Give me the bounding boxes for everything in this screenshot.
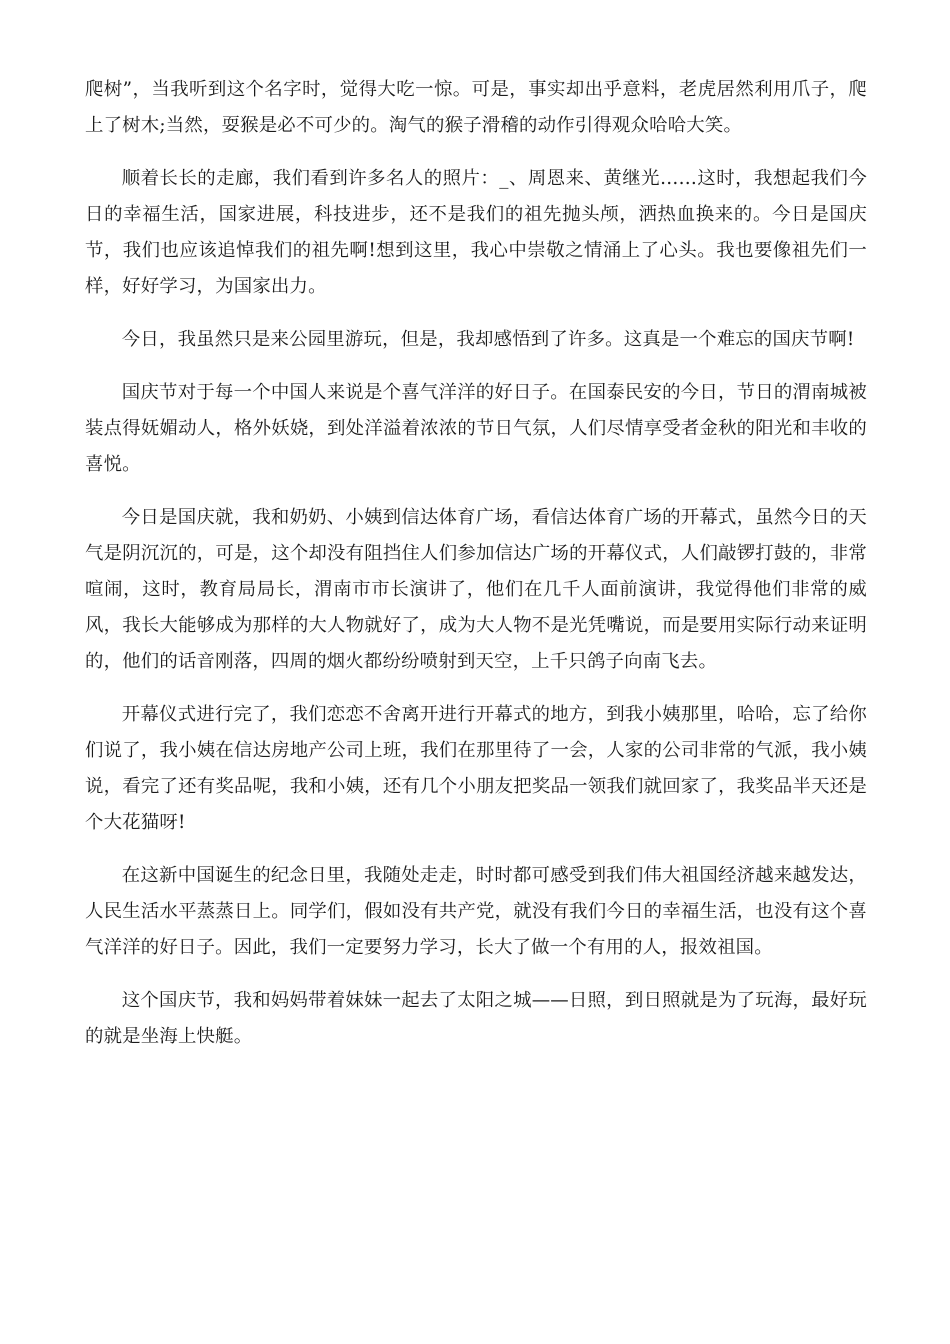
- paragraph-4: 国庆节对于每一个中国人来说是个喜气洋洋的好日子。在国泰民安的今日，节日的渭南城被装点得妩媚动人，格外妖娆，到处洋溢着浓浓的节日气氛，人们尽情享受者金秋的阳光和丰收的喜悦。: [85, 382, 867, 475]
- paragraph-2: 顺着长长的走廊，我们看到许多名人的照片：_、周恩来、黄继光……这时，我想起我们今日的幸福生活，国家进展，科技进步，还不是我们的祖先抛头颅，洒热血换来的。今日是国庆节，我们也应该追悼我们的祖先啊!想到这里，我心中崇敬之情涌上了心头。我也要像祖先们一样，好好学习，为国家出力。: [85, 168, 867, 297]
- document-page: [85, 72, 867, 1072]
- paragraph-3: 今日，我虽然只是来公园里游玩，但是，我却感悟到了许多。这真是一个难忘的国庆节啊!: [121, 329, 855, 350]
- paragraph-8: 这个国庆节，我和妈妈带着妹妹一起去了太阳之城——日照，到日照就是为了玩海，最好玩的就是坐海上快艇。: [85, 990, 867, 1047]
- paragraph-5: 今日是国庆就，我和奶奶、小姨到信达体育广场，看信达体育广场的开幕式，虽然今日的天气是阴沉沉的，可是，这个却没有阻挡住人们参加信达广场的开幕仪式，人们敲锣打鼓的，非常喧闹，这时，教育局局长，渭南市市长演讲了，他们在几千人面前演讲，我觉得他们非常的威风，我长大能够成为那样的大人物就好了，成为大人物不是光凭嘴说，而是要用实际行动来证明的，他们的话音刚落，四周的烟火都纷纷喷射到天空，上千只鸽子向南飞去。: [85, 507, 867, 672]
- paragraph-6: 开幕仪式进行完了，我们恋恋不舍离开进行开幕式的地方，到我小姨那里，哈哈，忘了给你们说了，我小姨在信达房地产公司上班，我们在那里待了一会，人家的公司非常的气派，我小姨说，看完了还有奖品呢，我和小姨，还有几个小朋友把奖品一领我们就回家了，我奖品半天还是个大花猫呀!: [85, 704, 867, 833]
- paragraph-7: 在这新中国诞生的纪念日里，我随处走走，时时都可感受到我们伟大祖国经济越来越发达，人民生活水平蒸蒸日上。同学们，假如没有共产党，就没有我们今日的幸福生活，也没有这个喜气洋洋的好日子。因此，我们一定要努力学习，长大了做一个有用的人，报效祖国。: [85, 865, 867, 958]
- paragraph-1: 爬树”，当我听到这个名字时，觉得大吃一惊。可是，事实却出乎意料，老虎居然利用爪子，爬上了树木;当然，耍猴是必不可少的。淘气的猴子滑稽的动作引得观众哈哈大笑。: [85, 79, 867, 136]
